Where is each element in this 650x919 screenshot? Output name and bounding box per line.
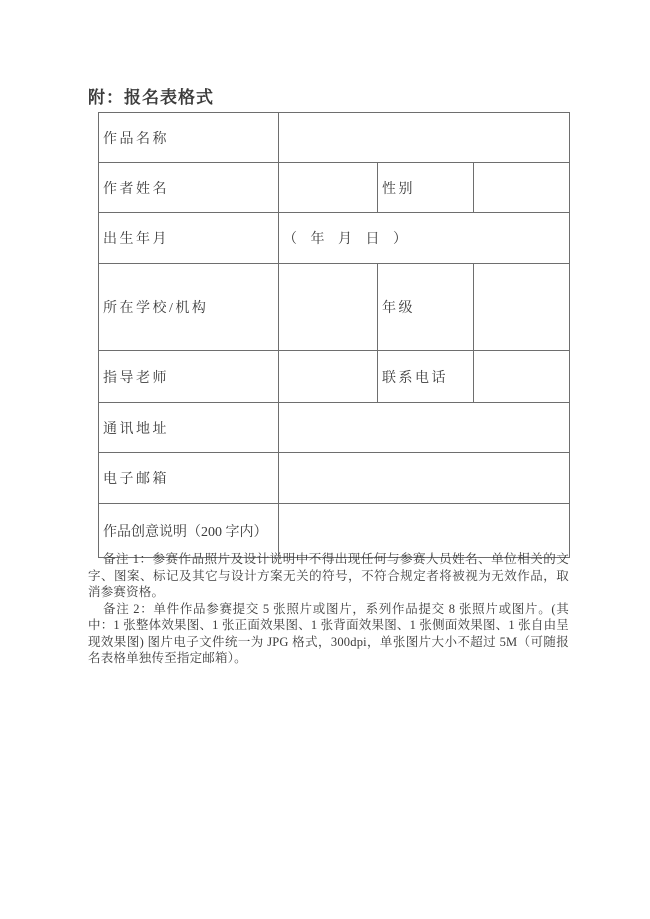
table-row-author-gender [99, 163, 570, 213]
field-input-work-description [279, 504, 570, 558]
field-label-gender: 性别 [378, 163, 474, 213]
table-row-work-description [99, 504, 570, 558]
field-label-school-institution: 所在学校/机构 [99, 264, 279, 351]
remark-note-1: 备注 1：参赛作品照片及设计说明中不得出现任何与参赛人员姓名、单位相关的文字、图案、标记及其它与设计方案无关的符号，不符合规定者将被视为无效作品，取消参赛资格。 [88, 552, 569, 599]
remarks-section [88, 551, 569, 667]
field-input-email [279, 453, 570, 504]
field-label-advisor-teacher: 指导老师 [99, 351, 279, 403]
field-input-author-name [279, 163, 378, 213]
field-input-school-institution [279, 264, 378, 351]
field-input-gender [474, 163, 570, 213]
table-row-advisor-phone [99, 351, 570, 403]
field-label-work-name: 作品名称 [99, 113, 279, 163]
field-label-grade: 年级 [378, 264, 474, 351]
field-label-birth-date: 出生年月 [99, 213, 279, 264]
table-row-work-name [99, 113, 570, 163]
field-input-contact-phone [474, 351, 570, 403]
field-input-work-name [279, 113, 570, 163]
field-input-birth-date: （ 年 月 日 ） [279, 213, 570, 264]
table-row-school-grade [99, 264, 570, 351]
field-label-email: 电子邮箱 [99, 453, 279, 504]
field-label-contact-phone: 联系电话 [378, 351, 474, 403]
table-row-birth-date [99, 213, 570, 264]
page-title: 附：报名表格式 [88, 88, 214, 107]
field-label-mailing-address: 通讯地址 [99, 403, 279, 453]
field-input-grade [474, 264, 570, 351]
field-input-advisor-teacher [279, 351, 378, 403]
table-row-email [99, 453, 570, 504]
field-label-author-name: 作者姓名 [99, 163, 279, 213]
field-label-work-description: 作品创意说明（200 字内） [99, 504, 279, 558]
table-row-mailing-address [99, 403, 570, 453]
field-input-mailing-address [279, 403, 570, 453]
registration-form-table [98, 112, 570, 558]
remark-note-2: 备注 2：单件作品参赛提交 5 张照片或图片，系列作品提交 8 张照片或图片。(其中：1 张整体效果图、1 张正面效果图、1 张背面效果图、1 张侧面效果图、1 张自由呈现效果图) 图片电子文件统一为 JPG 格式，300dpi，单张图片大小不超过 5M（可随报名表格单独传至指定邮箱）。 [88, 601, 569, 665]
